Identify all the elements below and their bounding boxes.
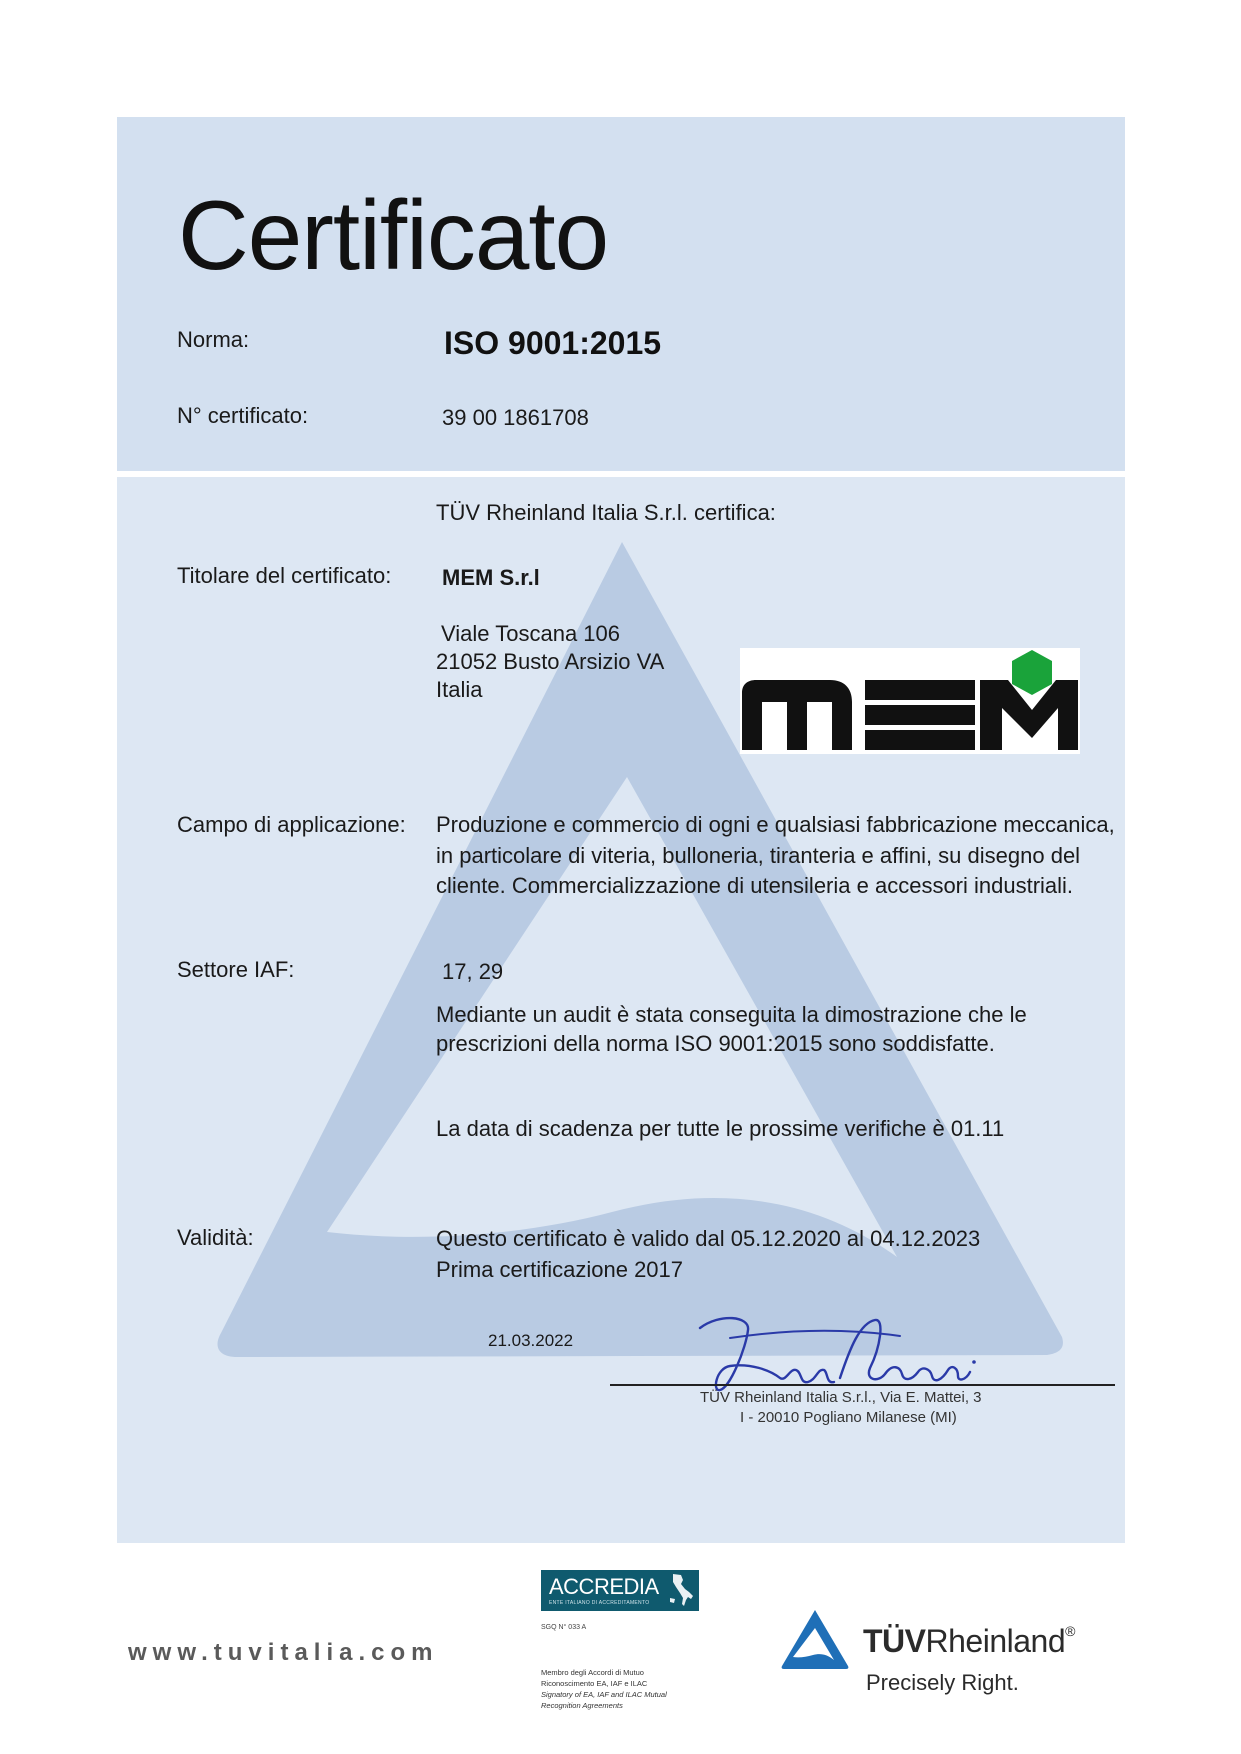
italy-map-icon: [667, 1572, 695, 1608]
tuv-registered-mark: ®: [1065, 1623, 1075, 1639]
tuv-tagline: Precisely Right.: [866, 1670, 1019, 1695]
accredia-subtitle: ENTE ITALIANO DI ACCREDITAMENTO: [549, 1600, 650, 1606]
validity-period: Questo certificato è valido dal 05.12.2020 al 04.12.2023: [436, 1226, 981, 1251]
address-line-city: 21052 Busto Arsizio VA: [436, 649, 665, 674]
cert-number-label: N° certificato:: [177, 403, 309, 428]
scope-text: Produzione e commercio di ogni e qualsiasi fabbricazione meccanica, in particolare di viteria, bulloneria, tiranteria e affini, su disegno del cliente. Commercializzazione di utensileria e accessori industriali.: [436, 812, 1115, 898]
issuer-address-line1: TÜV Rheinland Italia S.r.l., Via E. Mattei, 3: [700, 1389, 982, 1406]
expiry-statement: La data di scadenza per tutte le prossime verifiche è 01.11: [436, 1116, 1005, 1141]
issuer-address-line2: I - 20010 Pogliano Milanese (MI): [740, 1409, 957, 1426]
accredia-name: ACCREDIA: [549, 1574, 659, 1599]
accredia-note-it: Membro degli Accordi di Mutuo Riconoscimento EA, IAF e ILAC: [541, 1668, 648, 1688]
accredia-registration: SGQ N° 033 A: [541, 1624, 587, 1631]
cert-number-value: 39 00 1861708: [442, 405, 589, 430]
issuer-statement: TÜV Rheinland Italia S.r.l. certifica:: [436, 500, 776, 525]
tuv-triangle-logo-icon: [780, 1608, 850, 1670]
holder-label: Titolare del certificato:: [177, 563, 392, 588]
norma-label: Norma:: [177, 327, 250, 352]
iaf-sector-label: Settore IAF:: [177, 957, 295, 982]
mem-logo: [740, 648, 1080, 754]
signature-line: [610, 1384, 1115, 1386]
address-line-country: Italia: [436, 677, 483, 702]
tuv-brand-bold: TÜV: [863, 1623, 926, 1659]
tuv-brand-name: [863, 1623, 1075, 1660]
accredia-note-en: Signatory of EA, IAF and ILAC Mutual Recognition Agreements: [541, 1690, 667, 1710]
validity-label: Validità:: [177, 1225, 254, 1250]
website-link[interactable]: www.tuvitalia.com: [128, 1639, 439, 1666]
audit-statement: Mediante un audit è stata conseguita la dimostrazione che le prescrizioni della norma ISO 9001:2015 sono soddisfatte.: [436, 1002, 1027, 1056]
first-certification: Prima certificazione 2017: [436, 1257, 684, 1282]
scope-label: Campo di applicazione:: [177, 812, 406, 837]
address-line-street: Viale Toscana 106: [441, 621, 620, 646]
signature-date: 21.03.2022: [488, 1331, 574, 1350]
holder-name: MEM S.r.l: [442, 565, 540, 590]
certificate-title: Certificato: [178, 180, 609, 290]
tuv-brand-rest: Rheinland: [925, 1623, 1066, 1659]
iaf-sector-value: 17, 29: [442, 959, 504, 984]
accredia-logo: [541, 1570, 699, 1611]
accredia-note: [541, 1667, 691, 1711]
norma-value: ISO 9001:2015: [444, 325, 662, 361]
